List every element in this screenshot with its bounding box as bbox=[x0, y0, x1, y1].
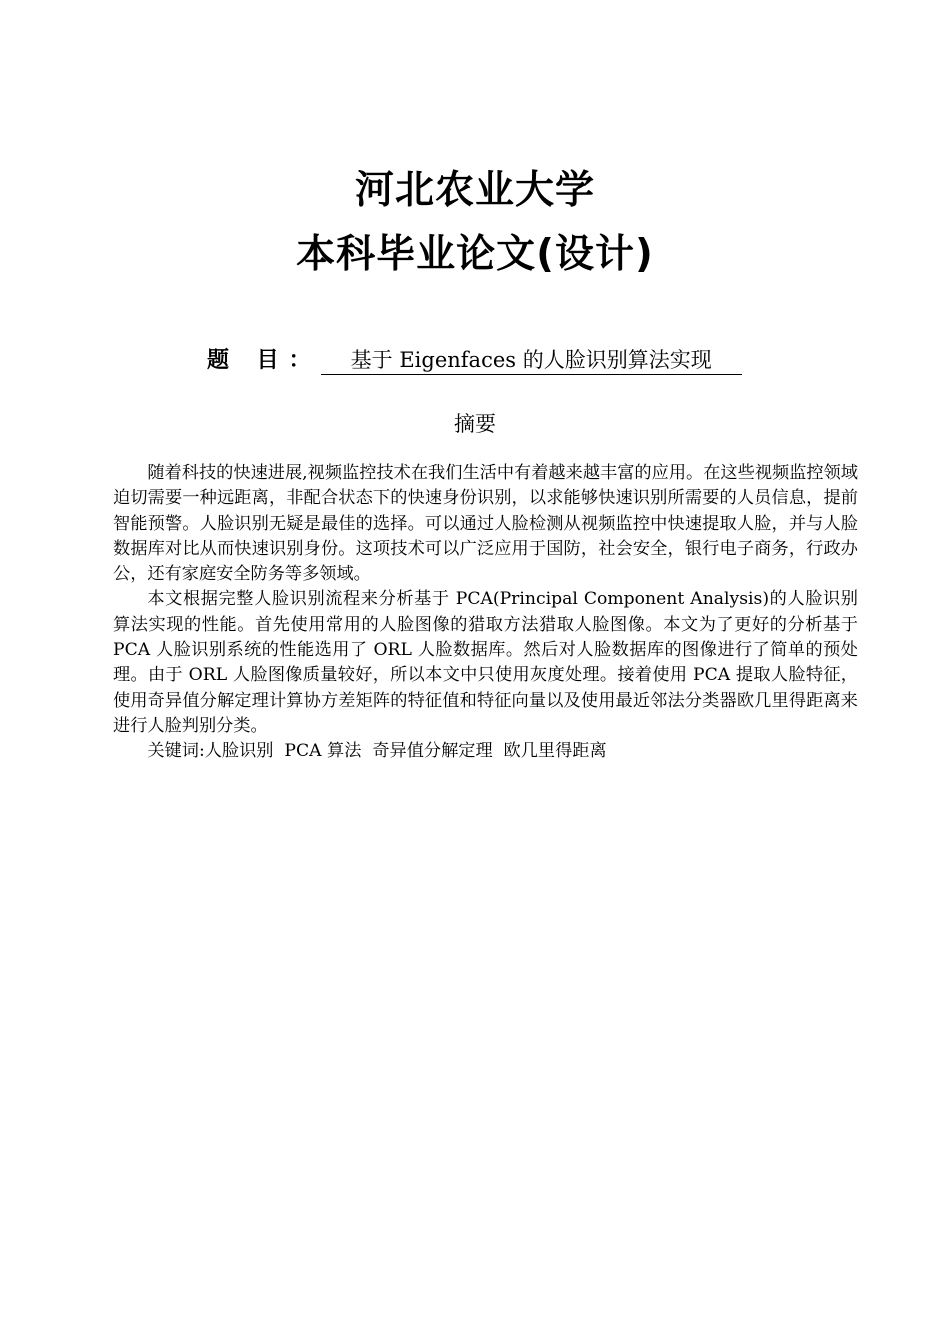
topic-row bbox=[207, 346, 742, 376]
abstract-heading: 摘要 bbox=[454, 412, 496, 436]
keywords-line: 关键词:人脸识别 PCA 算法 奇异值分解定理 欧几里得距离 bbox=[147, 741, 607, 762]
thesis-type-title: 本科毕业论文(设计) bbox=[296, 232, 654, 277]
topic-label: 题 目： bbox=[207, 348, 321, 373]
abstract-body bbox=[113, 461, 858, 765]
abstract-paragraph: 本文根据完整人脸识别流程来分析基于 PCA(Principal Component Analysis)的人脸识别算法实现的性能。首先使用常用的人脸图像的猎取方法猎取人脸图像。本文为了更好的分析基于 PCA 人脸识别系统的性能选用了 ORL 人脸数据库。然后对人脸数据库的图像进行了简单的预处理。由于 ORL 人脸图像质量较好，所以本文中只使用灰度处理。接着使用 PCA 提取人脸特征，使用奇异值分解定理计算协方差矩阵的特征值和特征向量以及使用最近邻法分类器欧几里得距离来进行人脸判别分类。 bbox=[113, 589, 858, 736]
abstract-paragraph: 随着科技的快速进展,视频监控技术在我们生活中有着越来越丰富的应用。在这些视频监控领域迫切需要一种远距离，非配合状态下的快速身份识别，以求能够快速识别所需要的人员信息，提前智能预警。人脸识别无疑是最佳的选择。可以通过人脸检测从视频监控中快速提取人脸，并与人脸数据库对比从而快速识别身份。这项技术可以广泛应用于国防，社会安全，银行电子商务，行政办公，还有家庭安全防务等多领域。 bbox=[113, 463, 858, 585]
university-name: 河北农业大学 bbox=[354, 168, 595, 213]
topic-value: 基于 Eigenfaces 的人脸识别算法实现 bbox=[321, 346, 742, 375]
